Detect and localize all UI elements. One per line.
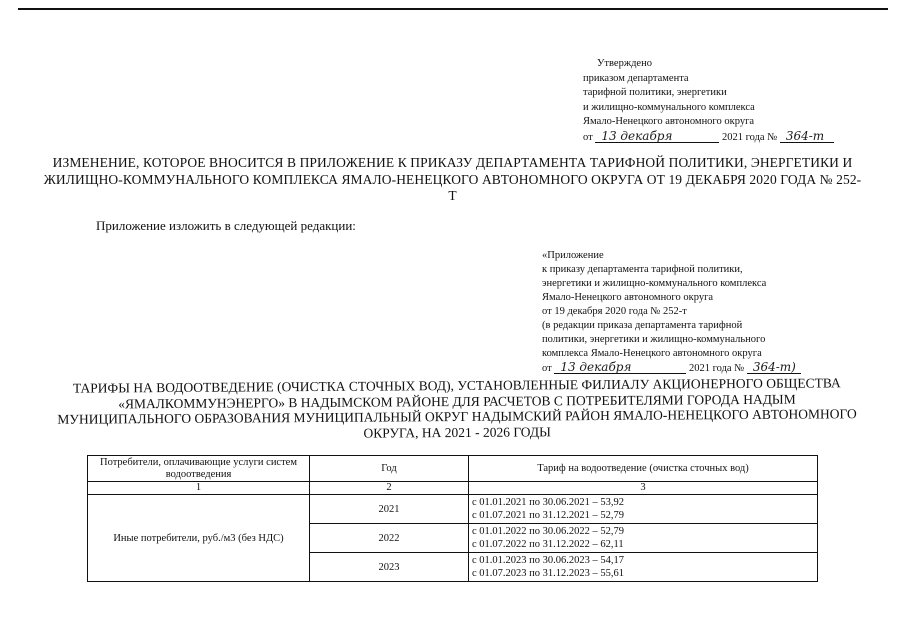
tariff-cell (469, 524, 818, 553)
column-number: 2 (310, 482, 469, 495)
header-year: Год (310, 456, 469, 482)
tariff-table (87, 455, 818, 582)
appendix-line: «Приложение (542, 250, 604, 261)
approval-handwritten-number: 364-т (780, 130, 834, 143)
approval-stamp-block (583, 57, 883, 145)
tariff-period: с 01.01.2022 по 30.06.2022 – 52,79 (472, 526, 625, 537)
tariff-period: с 01.01.2023 по 30.06.2023 – 54,17 (472, 555, 625, 566)
document-title: ИЗМЕНЕНИЕ, КОТОРОЕ ВНОСИТСЯ В ПРИЛОЖЕНИЕ К ПРИКАЗУ ДЕПАРТАМЕНТА ТАРИФНОЙ ПОЛИТИКИ, ЭНЕРГЕТИКИ И ЖИЛИЩНО-КОММУНАЛЬНОГО КОМПЛЕКСА ЯМАЛО-НЕНЕЦКОГО АВТОНОМНОГО ОКРУГА ОТ 19 ДЕКАБРЯ 2020 ГОДА № 252-Т (43, 155, 862, 203)
approval-line: и жилищно-коммунального комплекса (583, 101, 755, 113)
column-number-row (88, 482, 818, 495)
appendix-handwritten-number: 364-т) (747, 361, 801, 374)
tariff-period: с 01.07.2021 по 31.12.2021 – 52,79 (472, 510, 625, 521)
tariff-period: с 01.07.2023 по 31.12.2023 – 55,61 (472, 568, 625, 579)
appendix-line: (в редакции приказа департамента тарифной (542, 320, 743, 331)
approval-line: Утверждено (597, 58, 652, 69)
approval-handwritten-date: 13 декабря (595, 130, 719, 143)
column-number: 1 (88, 482, 310, 495)
appendix-handwritten-date: 13 декабря (554, 361, 686, 374)
tariff-cell (469, 553, 818, 582)
appendix-line: энергетики и жилищно-коммунального комплекса (542, 278, 767, 289)
appendix-date-line (542, 361, 842, 376)
intro-text: Приложение изложить в следующей редакции: (96, 218, 356, 233)
column-number: 3 (469, 482, 818, 495)
appendix-reference-block (542, 249, 842, 376)
appendix-line: комплекса Ямало-Ненецкого автономного округа (542, 348, 762, 359)
table-row (88, 495, 818, 524)
year-cell: 2022 (310, 524, 469, 553)
header-consumers: Потребители, оплачивающие услуги систем водоотведения (88, 456, 310, 482)
approval-date-year: 2021 года № (721, 131, 778, 143)
appendix-date-prefix: от (542, 363, 552, 374)
approval-line: тарифной политики, энергетики (583, 87, 727, 98)
approval-date-line (583, 130, 883, 146)
tariff-cell (469, 495, 818, 524)
approval-date-prefix: от (583, 131, 593, 143)
tariff-period: с 01.01.2021 по 30.06.2021 – 53,92 (472, 497, 625, 508)
approval-line: Ямало-Ненецкого автономного округа (583, 116, 755, 127)
top-border-line (18, 8, 888, 10)
header-tariff: Тариф на водоотведение (очистка сточных вод) (469, 456, 818, 482)
appendix-line: политики, энергетики и жилищно-коммунального (542, 334, 766, 345)
tariff-table-title: ТАРИФЫ НА ВОДООТВЕДЕНИЕ (ОЧИСТКА СТОЧНЫХ ВОД), УСТАНОВЛЕННЫЕ ФИЛИАЛУ АКЦИОНЕРНОГО ОБЩЕСТВА «ЯМАЛКОММУНЭНЕРГО» В НАДЫМСКОМ РАЙОНЕ ДЛЯ РАСЧЕТОВ С ПОТРЕБИТЕЛЯМИ ГОРОДА НАДЫМ МУНИЦИПАЛЬНОГО ОБРАЗОВАНИЯ МУНИЦИПАЛЬНЫЙ ОКРУГ НАДЫМСКИЙ РАЙОН ЯМАЛО-НЕНЕЦКОГО АВТОНОМНОГО ОКРУГА, НА 2021 - 2026 ГОДЫ (57, 375, 857, 441)
year-cell: 2023 (310, 553, 469, 582)
appendix-line: к приказу департамента тарифной политики, (542, 264, 743, 275)
appendix-line: Ямало-Ненецкого автономного округа (542, 292, 714, 303)
approval-line: приказом департамента (583, 72, 689, 84)
consumer-cell: Иные потребители, руб./м3 (без НДС) (88, 495, 310, 582)
appendix-line: от 19 декабря 2020 года № 252-т (542, 306, 687, 317)
appendix-date-year: 2021 года № (688, 363, 745, 374)
tariff-period: с 01.07.2022 по 31.12.2022 – 62,11 (472, 539, 624, 550)
table-header-row (88, 456, 818, 482)
year-cell: 2021 (310, 495, 469, 524)
